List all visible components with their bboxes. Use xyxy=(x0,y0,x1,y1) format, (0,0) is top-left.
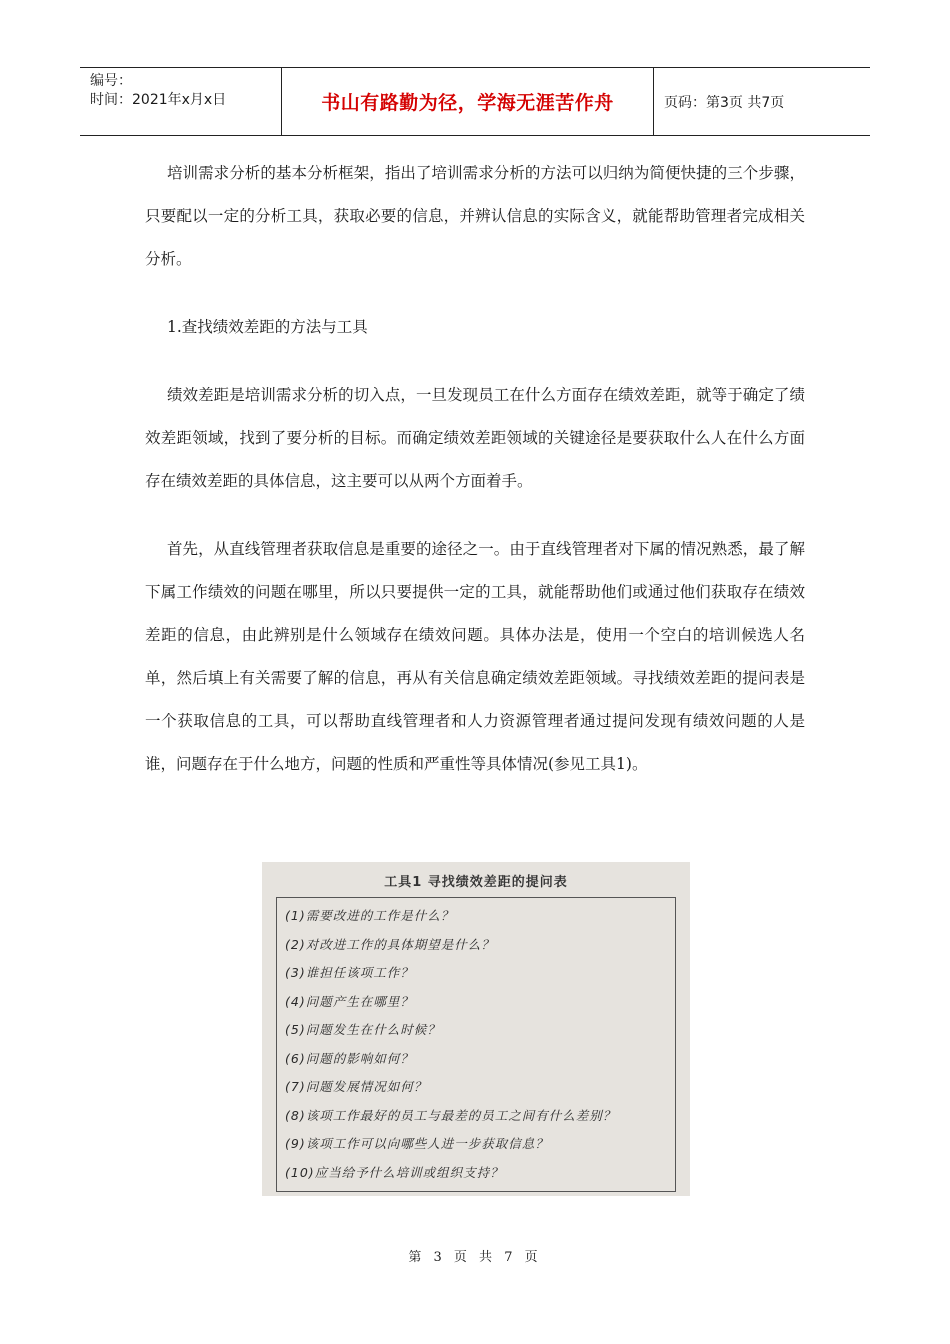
list-item: (9)该项工作可以向哪些人进一步获取信息？ xyxy=(285,1136,549,1151)
tool-question-list xyxy=(276,897,676,1192)
paragraph-method: 首先，从直线管理者获取信息是重要的途径之一。由于直线管理者对下属的情况熟悉，最了解下属工作绩效的问题在哪里，所以只要提供一定的工具，就能帮助他们或通过他们获取存在绩效差距的信息，由此辨别是什么领域存在绩效问题。具体办法是，使用一个空白的培训候选人名单，然后填上有关需要了解的信息，再从有关信息确定绩效差距领域。寻找绩效差距的提问表是一个获取信息的工具，可以帮助直线管理者和人力资源管理者通过提问发现有绩效问题的人是谁，问题存在于什么地方，问题的性质和严重性等具体情况(参见工具1)。 xyxy=(145,540,805,773)
list-item: (5)问题发生在什么时候？ xyxy=(285,1022,441,1037)
list-item: (6)问题的影响如何？ xyxy=(285,1050,414,1066)
paragraph-intro: 培训需求分析的基本分析框架，指出了培训需求分析的方法可以归纳为简便快捷的三个步骤，只要配以一定的分析工具，获取必要的信息，并辨认信息的实际含义，就能帮助管理者完成相关分析。 xyxy=(145,164,805,268)
list-item: (4)问题产生在哪里？ xyxy=(285,993,414,1009)
date-label: 时间：2021年x月x日 xyxy=(90,92,227,108)
header-page-cell xyxy=(654,68,870,135)
header-table xyxy=(80,67,870,136)
page-footer: 第 3 页 共 7 页 xyxy=(408,1250,542,1265)
header-meta xyxy=(80,68,282,135)
list-item: (8)该项工作最好的员工与最差的员工之间有什么差别？ xyxy=(285,1107,617,1123)
page-info: 页码：第3页 共7页 xyxy=(664,94,785,111)
tool-title: 工具1 寻找绩效差距的提问表 xyxy=(384,875,568,890)
document-body xyxy=(145,152,805,786)
motto-text: 书山有路勤为径，学海无涯苦作舟 xyxy=(321,92,614,114)
section-heading: 1.查找绩效差距的方法与工具 xyxy=(167,318,368,336)
paragraph-gap: 绩效差距是培训需求分析的切入点，一旦发现员工在什么方面存在绩效差距，就等于确定了绩效差距领域，找到了要分析的目标。而确定绩效差距领域的关键途径是要获取什么人在什么方面存在绩效差距的具体信息，这主要可以从两个方面着手。 xyxy=(145,386,805,490)
list-item: (7)问题发展情况如何？ xyxy=(285,1079,428,1094)
header-motto-cell xyxy=(282,68,654,135)
number-label: 编号： xyxy=(90,73,132,89)
tool-figure xyxy=(262,862,690,1196)
list-item: (1)需要改进的工作是什么？ xyxy=(285,908,455,923)
list-item: (3)谁担任该项工作？ xyxy=(285,965,414,980)
list-item: (10)应当给予什么培训或组织支持？ xyxy=(285,1164,504,1180)
list-item: (2)对改进工作的具体期望是什么？ xyxy=(285,936,495,952)
